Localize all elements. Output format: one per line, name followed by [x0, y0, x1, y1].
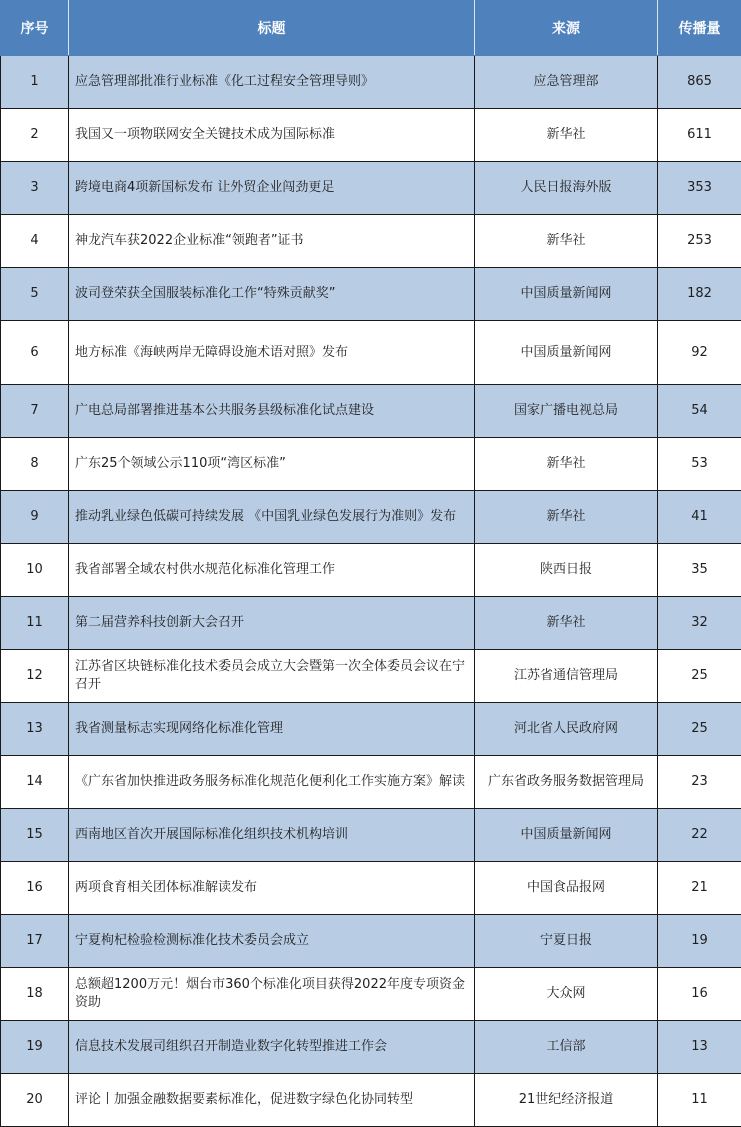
- row-number-cell: 18: [1, 968, 69, 1021]
- row-count-cell: 92: [658, 321, 741, 385]
- row-title-cell: 我国又一项物联网安全关键技术成为国际标准: [69, 109, 475, 162]
- row-number-cell: 4: [1, 215, 69, 268]
- row-number-cell: 20: [1, 1074, 69, 1127]
- table-row: [1, 268, 741, 321]
- row-title-cell: 江苏省区块链标准化技术委员会成立大会暨第一次全体委员会议在宁召开: [69, 650, 475, 703]
- row-count-cell: 611: [658, 109, 741, 162]
- table-row: [1, 321, 741, 385]
- row-title-cell: 神龙汽车获2022企业标准“领跑者”证书: [69, 215, 475, 268]
- table-row: [1, 1074, 741, 1127]
- row-title-cell: 评论丨加强金融数据要素标准化，促进数字绿色化协同转型: [69, 1074, 475, 1127]
- header-title: 标题: [69, 1, 475, 56]
- row-number-cell: 8: [1, 438, 69, 491]
- row-title-cell: 第二届营养科技创新大会召开: [69, 597, 475, 650]
- row-number-cell: 10: [1, 544, 69, 597]
- row-count-cell: 35: [658, 544, 741, 597]
- table-row: [1, 915, 741, 968]
- row-count-cell: 25: [658, 650, 741, 703]
- table-row: [1, 1021, 741, 1074]
- row-source-cell: 新华社: [475, 215, 658, 268]
- row-title-cell: 我省部署全域农村供水规范化标准化管理工作: [69, 544, 475, 597]
- row-count-cell: 32: [658, 597, 741, 650]
- row-number-cell: 5: [1, 268, 69, 321]
- row-count-cell: 21: [658, 862, 741, 915]
- row-title-cell: 波司登荣获全国服装标准化工作“特殊贡献奖”: [69, 268, 475, 321]
- row-source-cell: 河北省人民政府网: [475, 703, 658, 756]
- row-number-cell: 11: [1, 597, 69, 650]
- row-source-cell: 大众网: [475, 968, 658, 1021]
- table-row: [1, 650, 741, 703]
- row-title-cell: 西南地区首次开展国际标准化组织技术机构培训: [69, 809, 475, 862]
- row-source-cell: 国家广播电视总局: [475, 385, 658, 438]
- table-row: [1, 597, 741, 650]
- row-number-cell: 2: [1, 109, 69, 162]
- row-count-cell: 54: [658, 385, 741, 438]
- row-number-cell: 3: [1, 162, 69, 215]
- row-source-cell: 21世纪经济报道: [475, 1074, 658, 1127]
- table-row: [1, 544, 741, 597]
- table-row: [1, 109, 741, 162]
- row-source-cell: 江苏省通信管理局: [475, 650, 658, 703]
- table-row: [1, 438, 741, 491]
- header-count: 传播量: [658, 1, 741, 56]
- row-count-cell: 11: [658, 1074, 741, 1127]
- row-source-cell: 宁夏日报: [475, 915, 658, 968]
- table-row: [1, 56, 741, 109]
- row-number-cell: 17: [1, 915, 69, 968]
- row-number-cell: 12: [1, 650, 69, 703]
- row-number-cell: 16: [1, 862, 69, 915]
- row-title-cell: 广东25个领域公示110项“湾区标准”: [69, 438, 475, 491]
- table-row: [1, 385, 741, 438]
- row-number-cell: 7: [1, 385, 69, 438]
- table-body: [1, 56, 741, 1127]
- row-title-cell: 应急管理部批准行业标准《化工过程安全管理导则》: [69, 56, 475, 109]
- row-source-cell: 中国食品报网: [475, 862, 658, 915]
- row-title-cell: 跨境电商4项新国标发布 让外贸企业闯劲更足: [69, 162, 475, 215]
- row-source-cell: 新华社: [475, 491, 658, 544]
- row-title-cell: 我省测量标志实现网络化标准化管理: [69, 703, 475, 756]
- row-number-cell: 13: [1, 703, 69, 756]
- row-number-cell: 6: [1, 321, 69, 385]
- row-source-cell: 人民日报海外版: [475, 162, 658, 215]
- row-count-cell: 53: [658, 438, 741, 491]
- header-row: [1, 1, 741, 56]
- row-count-cell: 41: [658, 491, 741, 544]
- row-count-cell: 16: [658, 968, 741, 1021]
- row-number-cell: 15: [1, 809, 69, 862]
- row-count-cell: 22: [658, 809, 741, 862]
- row-title-cell: 两项食育相关团体标准解读发布: [69, 862, 475, 915]
- row-count-cell: 353: [658, 162, 741, 215]
- row-source-cell: 中国质量新闻网: [475, 321, 658, 385]
- row-number-cell: 19: [1, 1021, 69, 1074]
- row-number-cell: 9: [1, 491, 69, 544]
- row-title-cell: 总额超1200万元！烟台市360个标准化项目获得2022年度专项资金资助: [69, 968, 475, 1021]
- row-number-cell: 14: [1, 756, 69, 809]
- row-source-cell: 中国质量新闻网: [475, 268, 658, 321]
- row-count-cell: 25: [658, 703, 741, 756]
- row-count-cell: 253: [658, 215, 741, 268]
- row-count-cell: 23: [658, 756, 741, 809]
- row-source-cell: 工信部: [475, 1021, 658, 1074]
- row-count-cell: 865: [658, 56, 741, 109]
- row-title-cell: 广电总局部署推进基本公共服务县级标准化试点建设: [69, 385, 475, 438]
- row-source-cell: 应急管理部: [475, 56, 658, 109]
- row-source-cell: 陕西日报: [475, 544, 658, 597]
- row-title-cell: 宁夏枸杞检验检测标准化技术委员会成立: [69, 915, 475, 968]
- table-row: [1, 809, 741, 862]
- row-number-cell: 1: [1, 56, 69, 109]
- row-title-cell: 信息技术发展司组织召开制造业数字化转型推进工作会: [69, 1021, 475, 1074]
- row-source-cell: 新华社: [475, 438, 658, 491]
- header-source: 来源: [475, 1, 658, 56]
- table-row: [1, 215, 741, 268]
- row-title-cell: 推动乳业绿色低碳可持续发展 《中国乳业绿色发展行为准则》发布: [69, 491, 475, 544]
- table-row: [1, 756, 741, 809]
- row-source-cell: 中国质量新闻网: [475, 809, 658, 862]
- row-count-cell: 19: [658, 915, 741, 968]
- row-count-cell: 182: [658, 268, 741, 321]
- table-row: [1, 491, 741, 544]
- row-title-cell: 地方标准《海峡两岸无障碍设施术语对照》发布: [69, 321, 475, 385]
- table-row: [1, 862, 741, 915]
- header-no: 序号: [1, 1, 69, 56]
- row-source-cell: 新华社: [475, 597, 658, 650]
- row-source-cell: 广东省政务服务数据管理局: [475, 756, 658, 809]
- table-row: [1, 703, 741, 756]
- row-source-cell: 新华社: [475, 109, 658, 162]
- table-row: [1, 968, 741, 1021]
- row-title-cell: 《广东省加快推进政务服务标准化规范化便利化工作实施方案》解读: [69, 756, 475, 809]
- table-row: [1, 162, 741, 215]
- row-count-cell: 13: [658, 1021, 741, 1074]
